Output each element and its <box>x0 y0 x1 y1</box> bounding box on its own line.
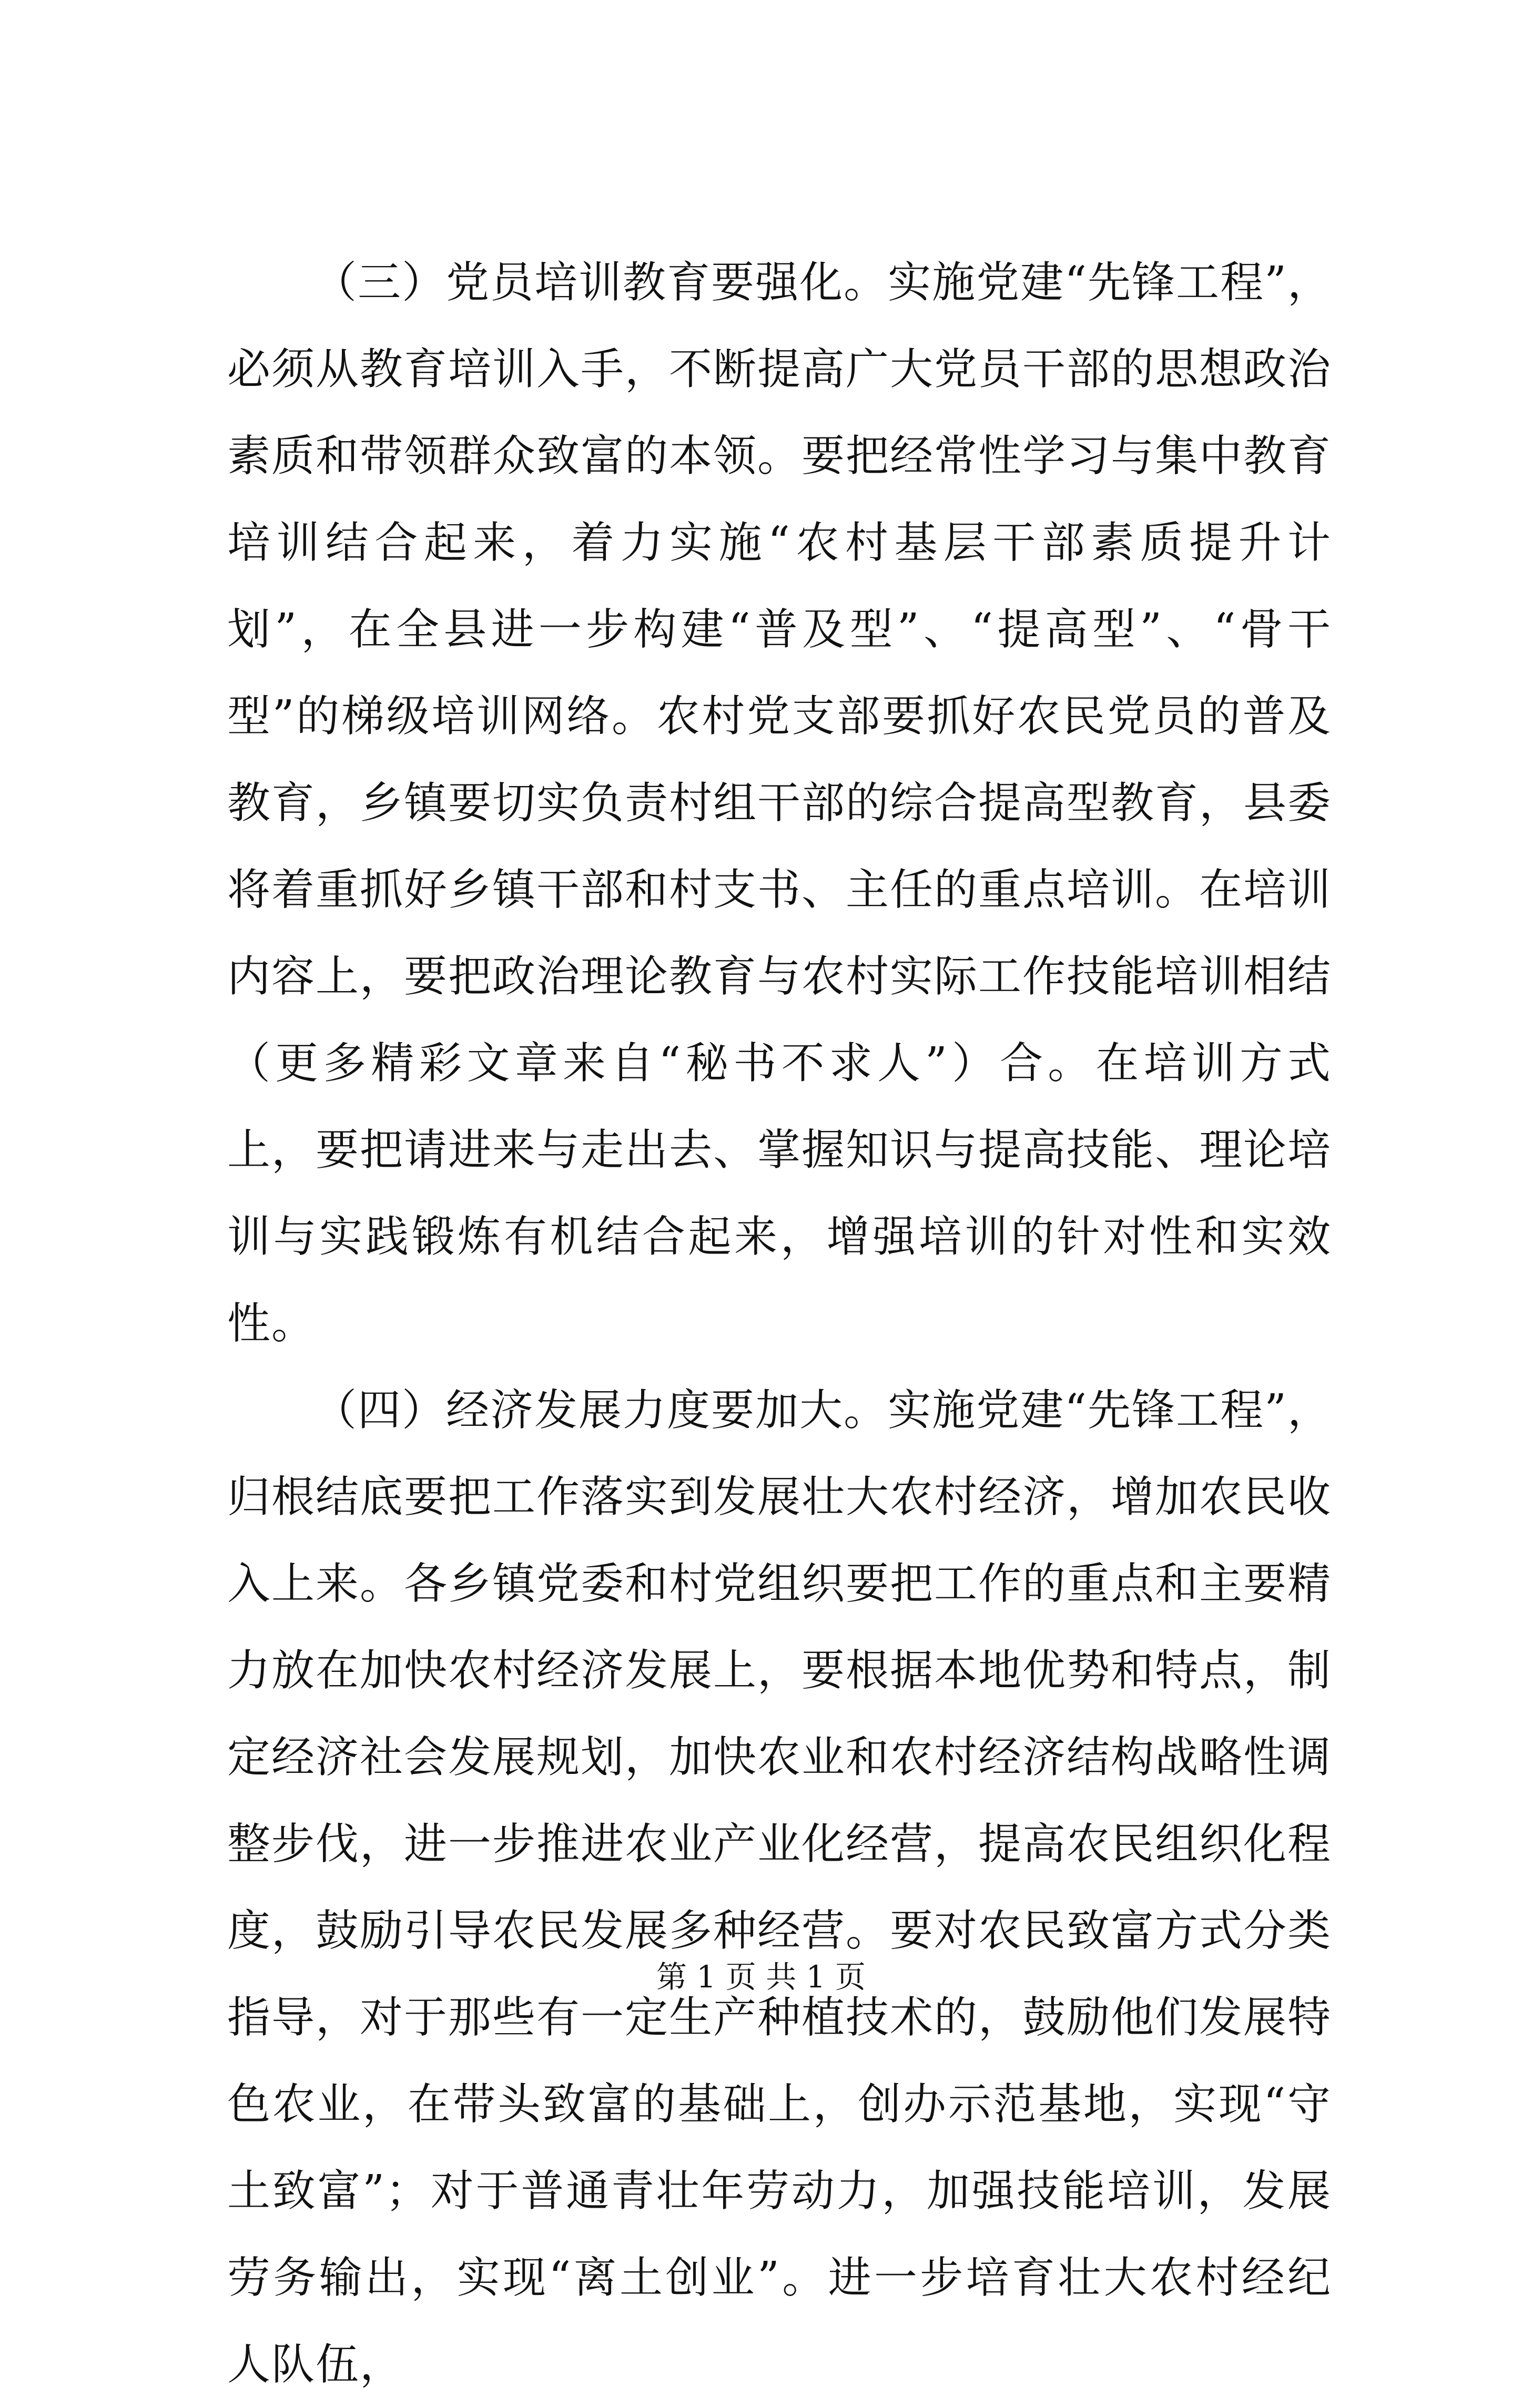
page-footer: 第 1 页 共 1 页 <box>656 1959 866 1995</box>
paragraph-section-4: （四）经济发展力度要加大。实施党建“先锋工程”，归根结底要把工作落实到发展壮大农村经济，增加农民收入上来。各乡镇党委和村党组织要把工作的重点和主要精力放在加快农村经济发展上，要根据本地优势和特点，制定经济社会发展规划，加快农业和农村经济结构战略性调整步伐，进一步推进农业产业化经营，提高农民组织化程度，鼓励引导农民发展多种经营。要对农民致富方式分类指导，对于那些有一定生产种植技术的，鼓励他们发展特色农业，在带头致富的基础上，创办示范基地，实现“守土致富”；对于普通青壮年劳动力，加强技能培训，发展劳务输出，实现“离土创业”。进一步培育壮大农村经纪人队伍， <box>227 1385 1332 2390</box>
paragraph-section-3: （三）党员培训教育要强化。实施党建“先锋工程”，必须从教育培训入手，不断提高广大党员干部的思想政治素质和带领群众致富的本领。要把经常性学习与集中教育培训结合起来，着力实施“农村基层干部素质提升计划”，在全县进一步构建“普及型”、“提高型”、“骨干型”的梯级培训网络。农村党支部要抓好农民党员的普及教育，乡镇要切实负责村组干部的综合提高型教育，县委将着重抓好乡镇干部和村支书、主任的重点培训。在培训内容上，要把政治理论教育与农村实际工作技能培训相结（更多精彩文章来自“秘书不求人”）合。在培训方式上，要把请进来与走出去、掌握知识与提高技能、理论培训与实践锻炼有机结合起来，增强培训的针对性和实效性。 <box>227 258 1332 1349</box>
body-text <box>227 239 1332 2408</box>
